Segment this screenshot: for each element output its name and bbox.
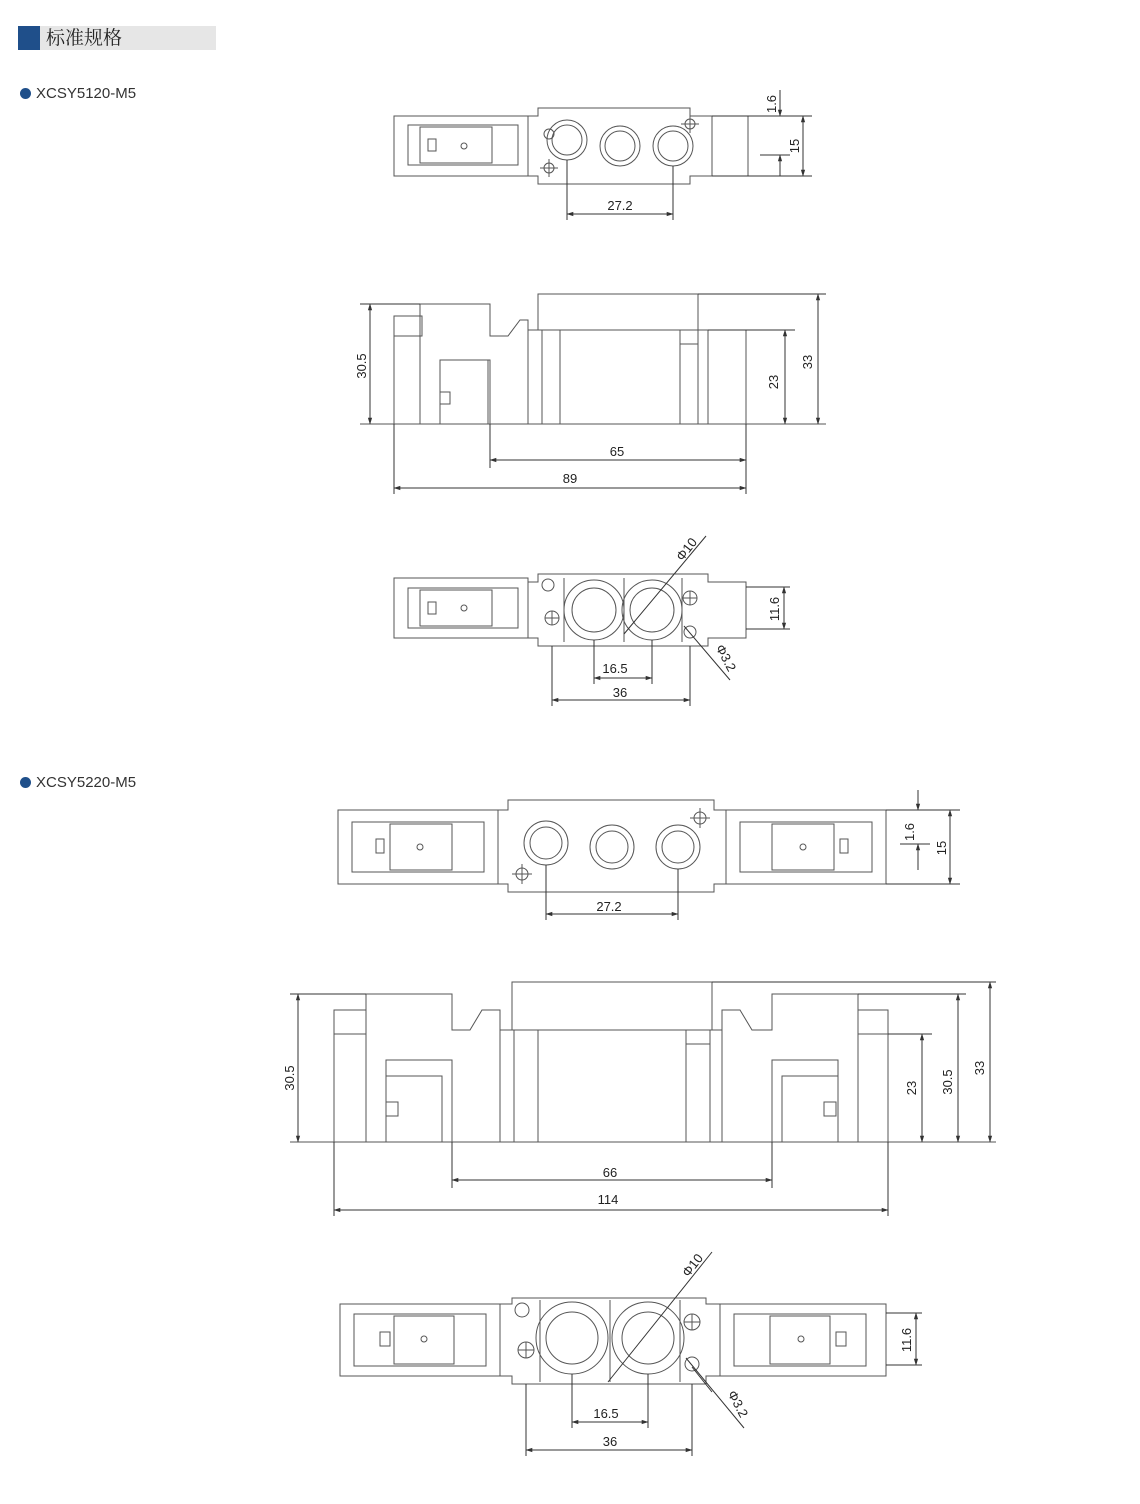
m1-top-port-3 <box>653 126 693 166</box>
m2-side-pilot-cover <box>512 982 712 1030</box>
dim-m2-bot-phi3.2: Φ3.2 <box>724 1387 752 1420</box>
m2-side-manual-right <box>858 1010 888 1034</box>
dim-m2-bot-16.5: 16.5 <box>593 1406 619 1421</box>
m1-bot-port-1 <box>564 580 624 640</box>
dim-m2-side-23: 23 <box>904 1080 919 1096</box>
dim-m1-side-89: 89 <box>562 471 578 486</box>
m2-top-body <box>498 800 726 892</box>
dim-m1-top-27.2: 27.2 <box>607 198 633 213</box>
dim-m2-side-66: 66 <box>602 1165 618 1180</box>
m1-side-manual-button <box>394 316 422 336</box>
dim-m1-bot-phi3.2: Φ3.2 <box>712 641 740 674</box>
m1-side-pilot-cover <box>538 294 698 330</box>
m1-side-endcap <box>708 330 746 424</box>
dim-m1-top-1.6: 1.6 <box>764 94 779 114</box>
dim-m2-bot-11.6: 11.6 <box>899 1327 914 1353</box>
m1-top-endcap <box>712 116 748 176</box>
m1-side-solenoid <box>420 304 528 424</box>
m2-bot-solenoid-left <box>340 1304 500 1376</box>
m1-top-port-1 <box>547 120 587 160</box>
dim-m2-top-15: 15 <box>934 840 949 856</box>
model-name: XCSY5120-M5 <box>36 85 137 102</box>
m2-side-manual-left <box>334 1010 366 1034</box>
dim-m1-side-65: 65 <box>609 444 625 459</box>
dim-m2-bot-36: 36 <box>602 1434 618 1449</box>
m1-top-screw-icon <box>461 143 467 149</box>
model-name: XCSY5220-M5 <box>36 774 137 791</box>
m1-top-connector <box>428 139 436 151</box>
dim-m1-bot-phi10: Φ10 <box>672 534 701 564</box>
dim-m2-side-30.5-right: 30.5 <box>940 1069 955 1095</box>
dim-m1-side-23: 23 <box>766 374 781 390</box>
dim-m2-top-1.6: 1.6 <box>902 822 917 842</box>
m1-bottom-view <box>394 535 790 706</box>
dim-m2-top-27.2: 27.2 <box>596 899 622 914</box>
m2-top-solenoid-left <box>338 810 498 884</box>
m2-side-body <box>500 1030 722 1142</box>
dim-m1-top-15: 15 <box>787 138 802 154</box>
dim-m2-side-30.5-left: 30.5 <box>282 1065 297 1091</box>
m2-bot-port-1 <box>536 1302 608 1374</box>
m1-top-port-2 <box>600 126 640 166</box>
dim-m1-bot-11.6: 11.6 <box>767 596 782 622</box>
m1-top-body <box>528 108 712 184</box>
m1-bot-port-2 <box>622 580 682 640</box>
m2-bot-solenoid-right <box>720 1304 886 1376</box>
dim-m1-side-33: 33 <box>800 354 815 370</box>
dim-m1-bot-36: 36 <box>612 685 628 700</box>
dim-m1-bot-16.5: 16.5 <box>602 661 628 676</box>
dim-m2-side-114: 114 <box>597 1192 619 1207</box>
m1-top-view <box>394 90 812 220</box>
m2-top-view <box>338 790 960 920</box>
m1-top-coil-inner <box>420 127 492 163</box>
dim-m2-side-33: 33 <box>972 1060 987 1076</box>
dim-m1-side-30.5: 30.5 <box>354 353 369 379</box>
m2-bottom-view <box>340 1251 922 1456</box>
m1-top-coil <box>408 125 518 165</box>
m2-side-view <box>282 982 996 1216</box>
m1-bot-body <box>528 574 746 646</box>
m1-side-view <box>354 294 826 494</box>
section-title: 标准规格 <box>46 27 123 49</box>
dim-m2-bot-phi10: Φ10 <box>678 1250 707 1280</box>
